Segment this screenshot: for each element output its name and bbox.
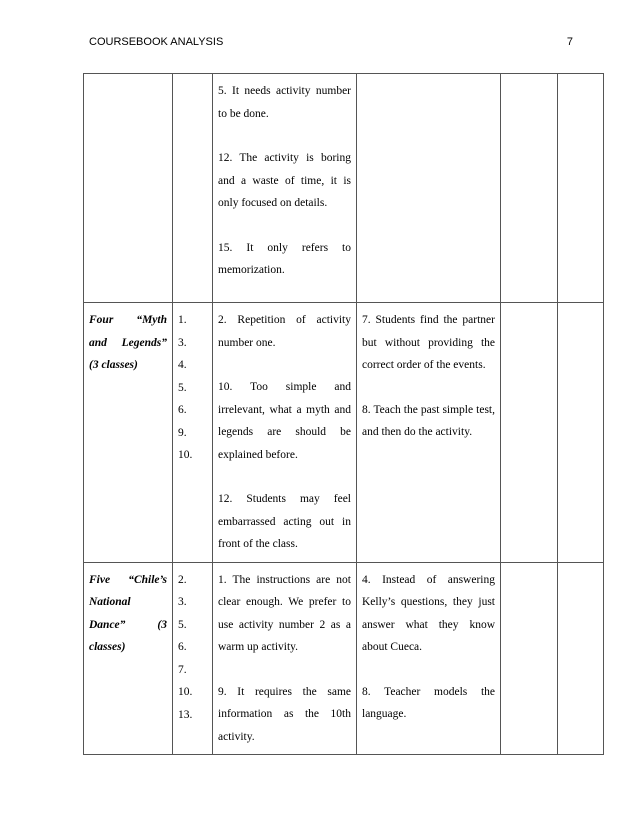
unit-cell: Four “Myth and Legends” (3 classes) xyxy=(84,303,173,563)
unit-cell: Five “Chile’s National Dance” (3 classes) xyxy=(84,562,173,755)
problems-cell xyxy=(213,74,357,303)
activity-number: 3. xyxy=(178,596,187,608)
problem-item: 10. Too simple and irrelevant, what a myth and legends are should be explained before. xyxy=(218,381,351,461)
empty-cell xyxy=(558,74,604,303)
activity-number: 13. xyxy=(178,708,193,721)
change-item: 8. Teacher models the language. xyxy=(362,685,495,720)
activity-number: 5. xyxy=(178,381,187,394)
empty-cell xyxy=(501,74,558,303)
empty-cell xyxy=(558,303,604,563)
problem-item: 1. The instructions are not clear enough. We prefer to use activity number 2 as a warm up activity. xyxy=(218,573,351,653)
activity-number: 6. xyxy=(178,641,187,653)
changes-cell xyxy=(357,562,501,755)
change-item: 7. Students find the partner but without providing the correct order of the events. xyxy=(362,314,495,371)
problem-item: 15. It only refers to memorization. xyxy=(218,241,351,276)
running-head: COURSEBOOK ANALYSIS xyxy=(89,36,224,48)
page-number: 7 xyxy=(566,36,573,48)
activity-number: 2. xyxy=(178,573,187,586)
activities-cell xyxy=(173,74,213,303)
problems-cell xyxy=(213,562,357,755)
table-row xyxy=(84,562,604,755)
unit-cell xyxy=(84,74,173,303)
activity-number: 9. xyxy=(178,426,187,439)
table-row xyxy=(84,303,604,563)
empty-cell xyxy=(558,562,604,755)
problem-item: 9. It requires the same information as the 10th activity. xyxy=(218,685,351,743)
problems-cell xyxy=(213,303,357,563)
activity-number: 10. xyxy=(178,686,193,698)
changes-cell xyxy=(357,303,501,563)
problem-item: 12. Students may feel embarrassed acting out in front of the class. xyxy=(218,493,351,550)
activities-cell xyxy=(173,303,213,563)
empty-cell xyxy=(501,303,558,563)
activity-number: 4. xyxy=(178,359,187,371)
activity-number: 7. xyxy=(178,663,187,676)
table-row xyxy=(84,74,604,303)
changes-cell xyxy=(357,74,501,303)
change-item: 8. Teach the past simple test, and then do the activity. xyxy=(362,403,495,438)
analysis-table xyxy=(83,73,604,755)
empty-cell xyxy=(501,562,558,755)
problem-item: 12. The activity is boring and a waste of time, it is only focused on details. xyxy=(218,152,351,209)
activity-number: 5. xyxy=(178,618,187,631)
activity-number: 6. xyxy=(178,404,187,416)
activity-number: 3. xyxy=(178,336,187,349)
activities-cell xyxy=(173,562,213,755)
activity-number: 10. xyxy=(178,449,193,461)
activity-number: 1. xyxy=(178,314,187,326)
problem-item: 5. It needs activity number to be done. xyxy=(218,85,351,120)
change-item: 4. Instead of answering Kelly’s questions, they just answer what they know about Cueca. xyxy=(362,573,495,653)
problem-item: 2. Repetition of activity number one. xyxy=(218,314,351,349)
